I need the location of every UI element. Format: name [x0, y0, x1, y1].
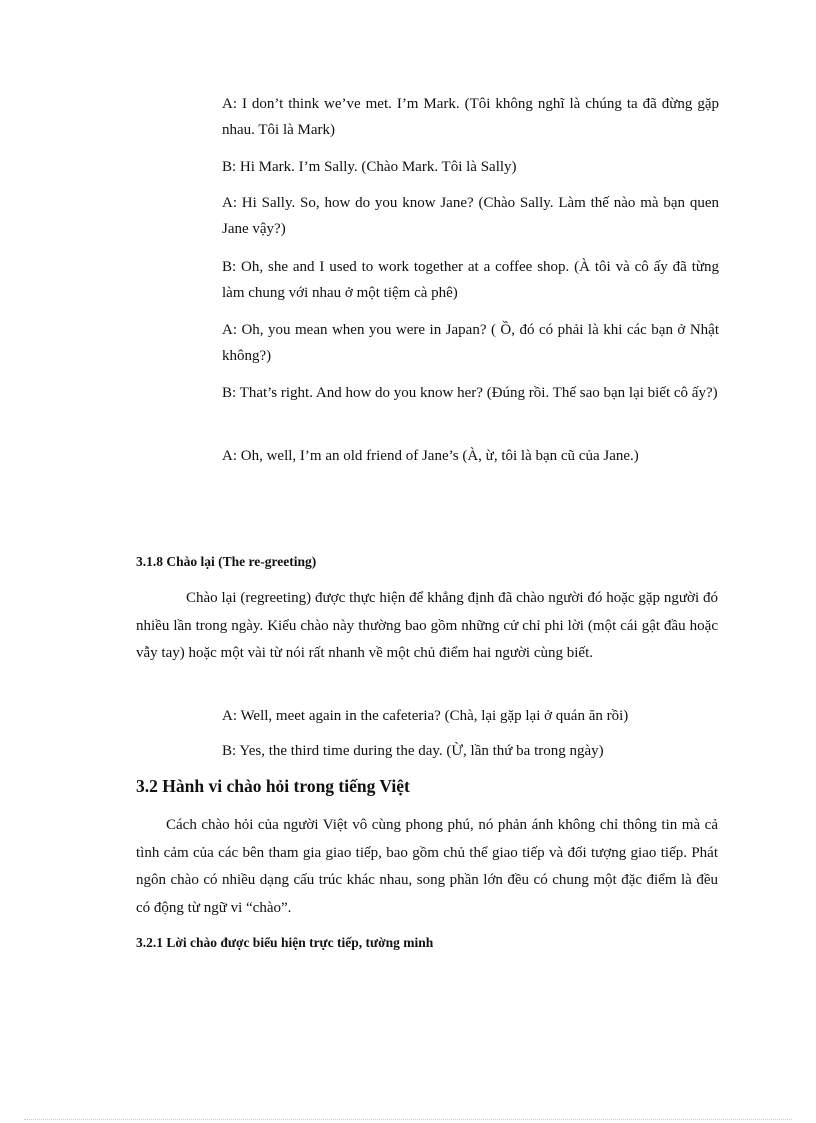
section-heading-318: 3.1.8 Chào lại (The re-greeting) [136, 554, 317, 569]
dialogue-line: B: Hi Mark. I’m Sally. (Chào Mark. Tôi là Sally) [222, 159, 517, 175]
section-heading-32: 3.2 Hành vi chào hỏi trong tiếng Việt [136, 776, 410, 796]
page-bottom-divider [24, 1119, 792, 1120]
dialogue-line: B: Yes, the third time during the day. (Ừ, lần thứ ba trong ngày) [222, 743, 604, 759]
dialogue-line: B: That’s right. And how do you know her? (Đúng rồi. Thế sao bạn lại biết cô ấy?) [222, 385, 718, 401]
dialogue-line: A: Oh, you mean when you were in Japan? ( Ồ, đó có phải là khi các bạn ở Nhật không?) [222, 322, 719, 364]
dialogue-line: A: Oh, well, I’m an old friend of Jane’s (À, ừ, tôi là bạn cũ của Jane.) [222, 448, 639, 464]
subsection-heading-321: 3.2.1 Lời chào được biểu hiện trực tiếp, tường minh [136, 935, 434, 950]
section-318-paragraph: Chào lại (regreeting) được thực hiện để khẳng định đã chào người đó hoặc gặp người đó nhiều lần trong ngày. Kiểu chào này thường bao gồm những cử chỉ phi lời (một cái gật đầu hoặc vẫy tay) hoặc một vài từ nói rất nhanh về một chủ điểm hai người cùng biết. [136, 590, 718, 661]
dialogue-line: A: Well, meet again in the cafeteria? (Chà, lại gặp lại ở quán ăn rồi) [222, 708, 629, 724]
section-32-paragraph: Cách chào hỏi của người Việt vô cùng phong phú, nó phản ánh không chỉ thông tin mà cả tình cảm của các bên tham gia giao tiếp, bao gồm chủ thể giao tiếp và đối tượng giao tiếp. Phát ngôn chào có nhiều dạng cấu trúc khác nhau, song phần lớn đều có chung một đặc điểm là đều có động từ ngữ vi “chào”. [136, 817, 718, 916]
dialogue-line: A: I don’t think we’ve met. I’m Mark. (Tôi không nghĩ là chúng ta đã đừng gặp nhau. Tôi là Mark) [222, 96, 719, 138]
dialogue-line: B: Oh, she and I used to work together at a coffee shop. (À tôi và cô ấy đã từng làm chung với nhau ở một tiệm cà phê) [222, 259, 719, 301]
dialogue-line: A: Hi Sally. So, how do you know Jane? (Chào Sally. Làm thế nào mà bạn quen Jane vậy?) [222, 195, 719, 237]
